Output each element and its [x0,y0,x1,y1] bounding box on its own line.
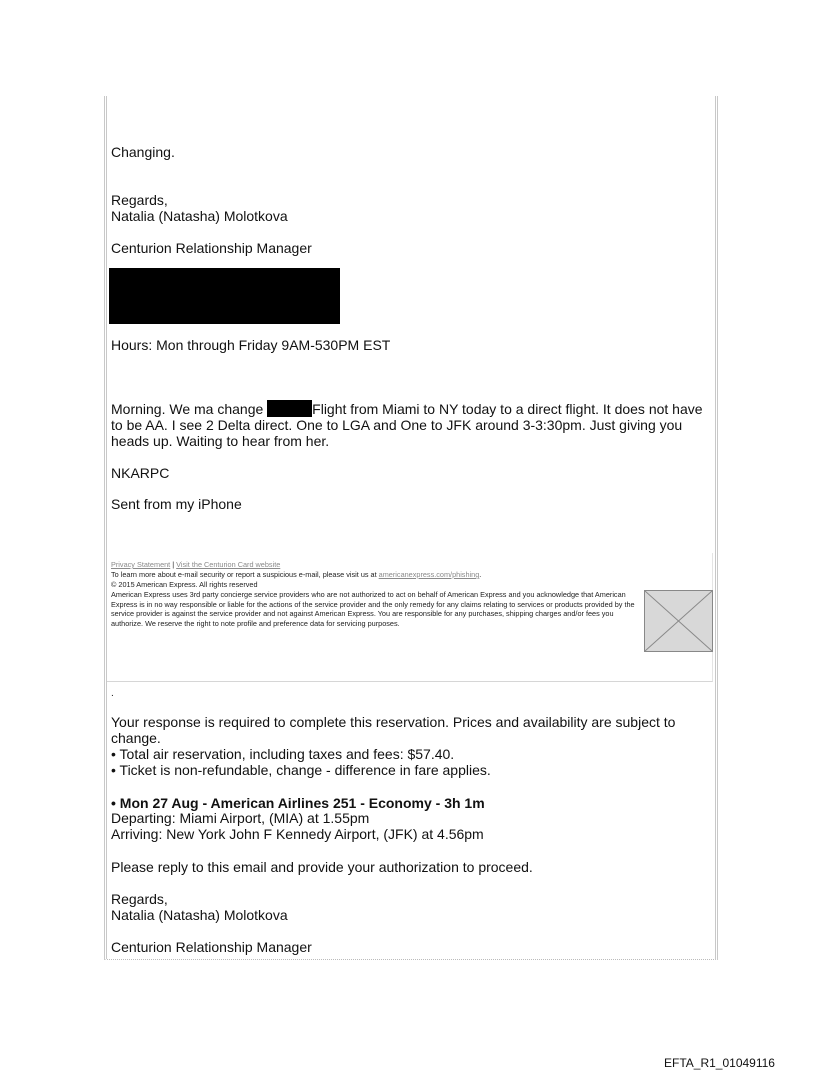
sender-name: Natalia (Natasha) Molotkova [111,208,288,224]
document-id: EFTA_R1_01049116 [664,1056,775,1070]
sent-from-text: Sent from my iPhone [111,496,242,512]
regards-text-2: Regards, [111,891,168,907]
message-text [111,400,711,449]
centurion-website-link[interactable]: Visit the Centurion Card website [176,560,281,569]
response-text: Your response is required to complete this reservation. Prices and availability are subject to change. [111,714,676,746]
sender-name-2: Natalia (Natasha) Molotkova [111,907,288,923]
link-separator: | [170,560,177,569]
hours-text: Hours: Mon through Friday 9AM-530PM EST [111,337,391,353]
redaction-block [109,268,340,324]
departing-text: Departing: Miami Airport, (MIA) at 1.55pm [111,810,370,826]
security-note-suffix: . [479,570,482,579]
bullet-total: • Total air reservation, including taxes and fees: $57.40. [111,746,455,762]
reply-instruction: Please reply to this email and provide your authorization to proceed. [111,859,533,875]
redaction-inline [267,400,312,417]
regards-text: Regards, [111,192,168,208]
privacy-statement-link[interactable]: Privacy Statement [111,560,171,569]
changing-text: Changing. [111,144,175,160]
security-note [111,570,641,580]
flight-heading: • Mon 27 Aug - American Airlines 251 - Economy - 3h 1m [111,795,485,811]
message-part2: Flight from Miami to NY today to a direct flight. It does not have to be AA. I see 2 Delta direct. One to LGA and One to JFK around 3-3:30pm. Just giving you heads up. Waiting to hear from her. [111,401,703,449]
copyright-text: © 2015 American Express. All rights reserved [111,580,258,589]
sender-title-2: Centurion Relationship Manager [111,939,312,955]
footer-links [111,560,641,570]
arriving-text: Arriving: New York John F Kennedy Airport, (JFK) at 4.56pm [111,826,484,842]
message-part1: Morning. We ma change [111,401,268,417]
disclaimer-text: American Express uses 3rd party concierge service providers who are not authorized to act on behalf of American Express and you acknowledge that American Express is in no way responsible or liable for the actions of the service provider and the only remedy for any claims relating to services or products provided by the service provider is against the service provider and not against American Express. You are responsible for any purchases, shipping charges and/or fees you authorize. We reserve the right to note profile and preference data for servicing purposes. [111,590,635,628]
image-placeholder-icon [644,590,713,652]
code-text: NKARPC [111,465,170,481]
phishing-link[interactable]: americanexpress.com/phishing [378,570,480,579]
broken-image-icon [645,591,712,651]
security-note-prefix: To learn more about e-mail security or report a suspicious e-mail, please visit us at [111,570,379,579]
dot-separator: . [111,688,114,699]
sender-title: Centurion Relationship Manager [111,240,312,256]
bullet-ticket: • Ticket is non-refundable, change - difference in fare applies. [111,762,491,778]
